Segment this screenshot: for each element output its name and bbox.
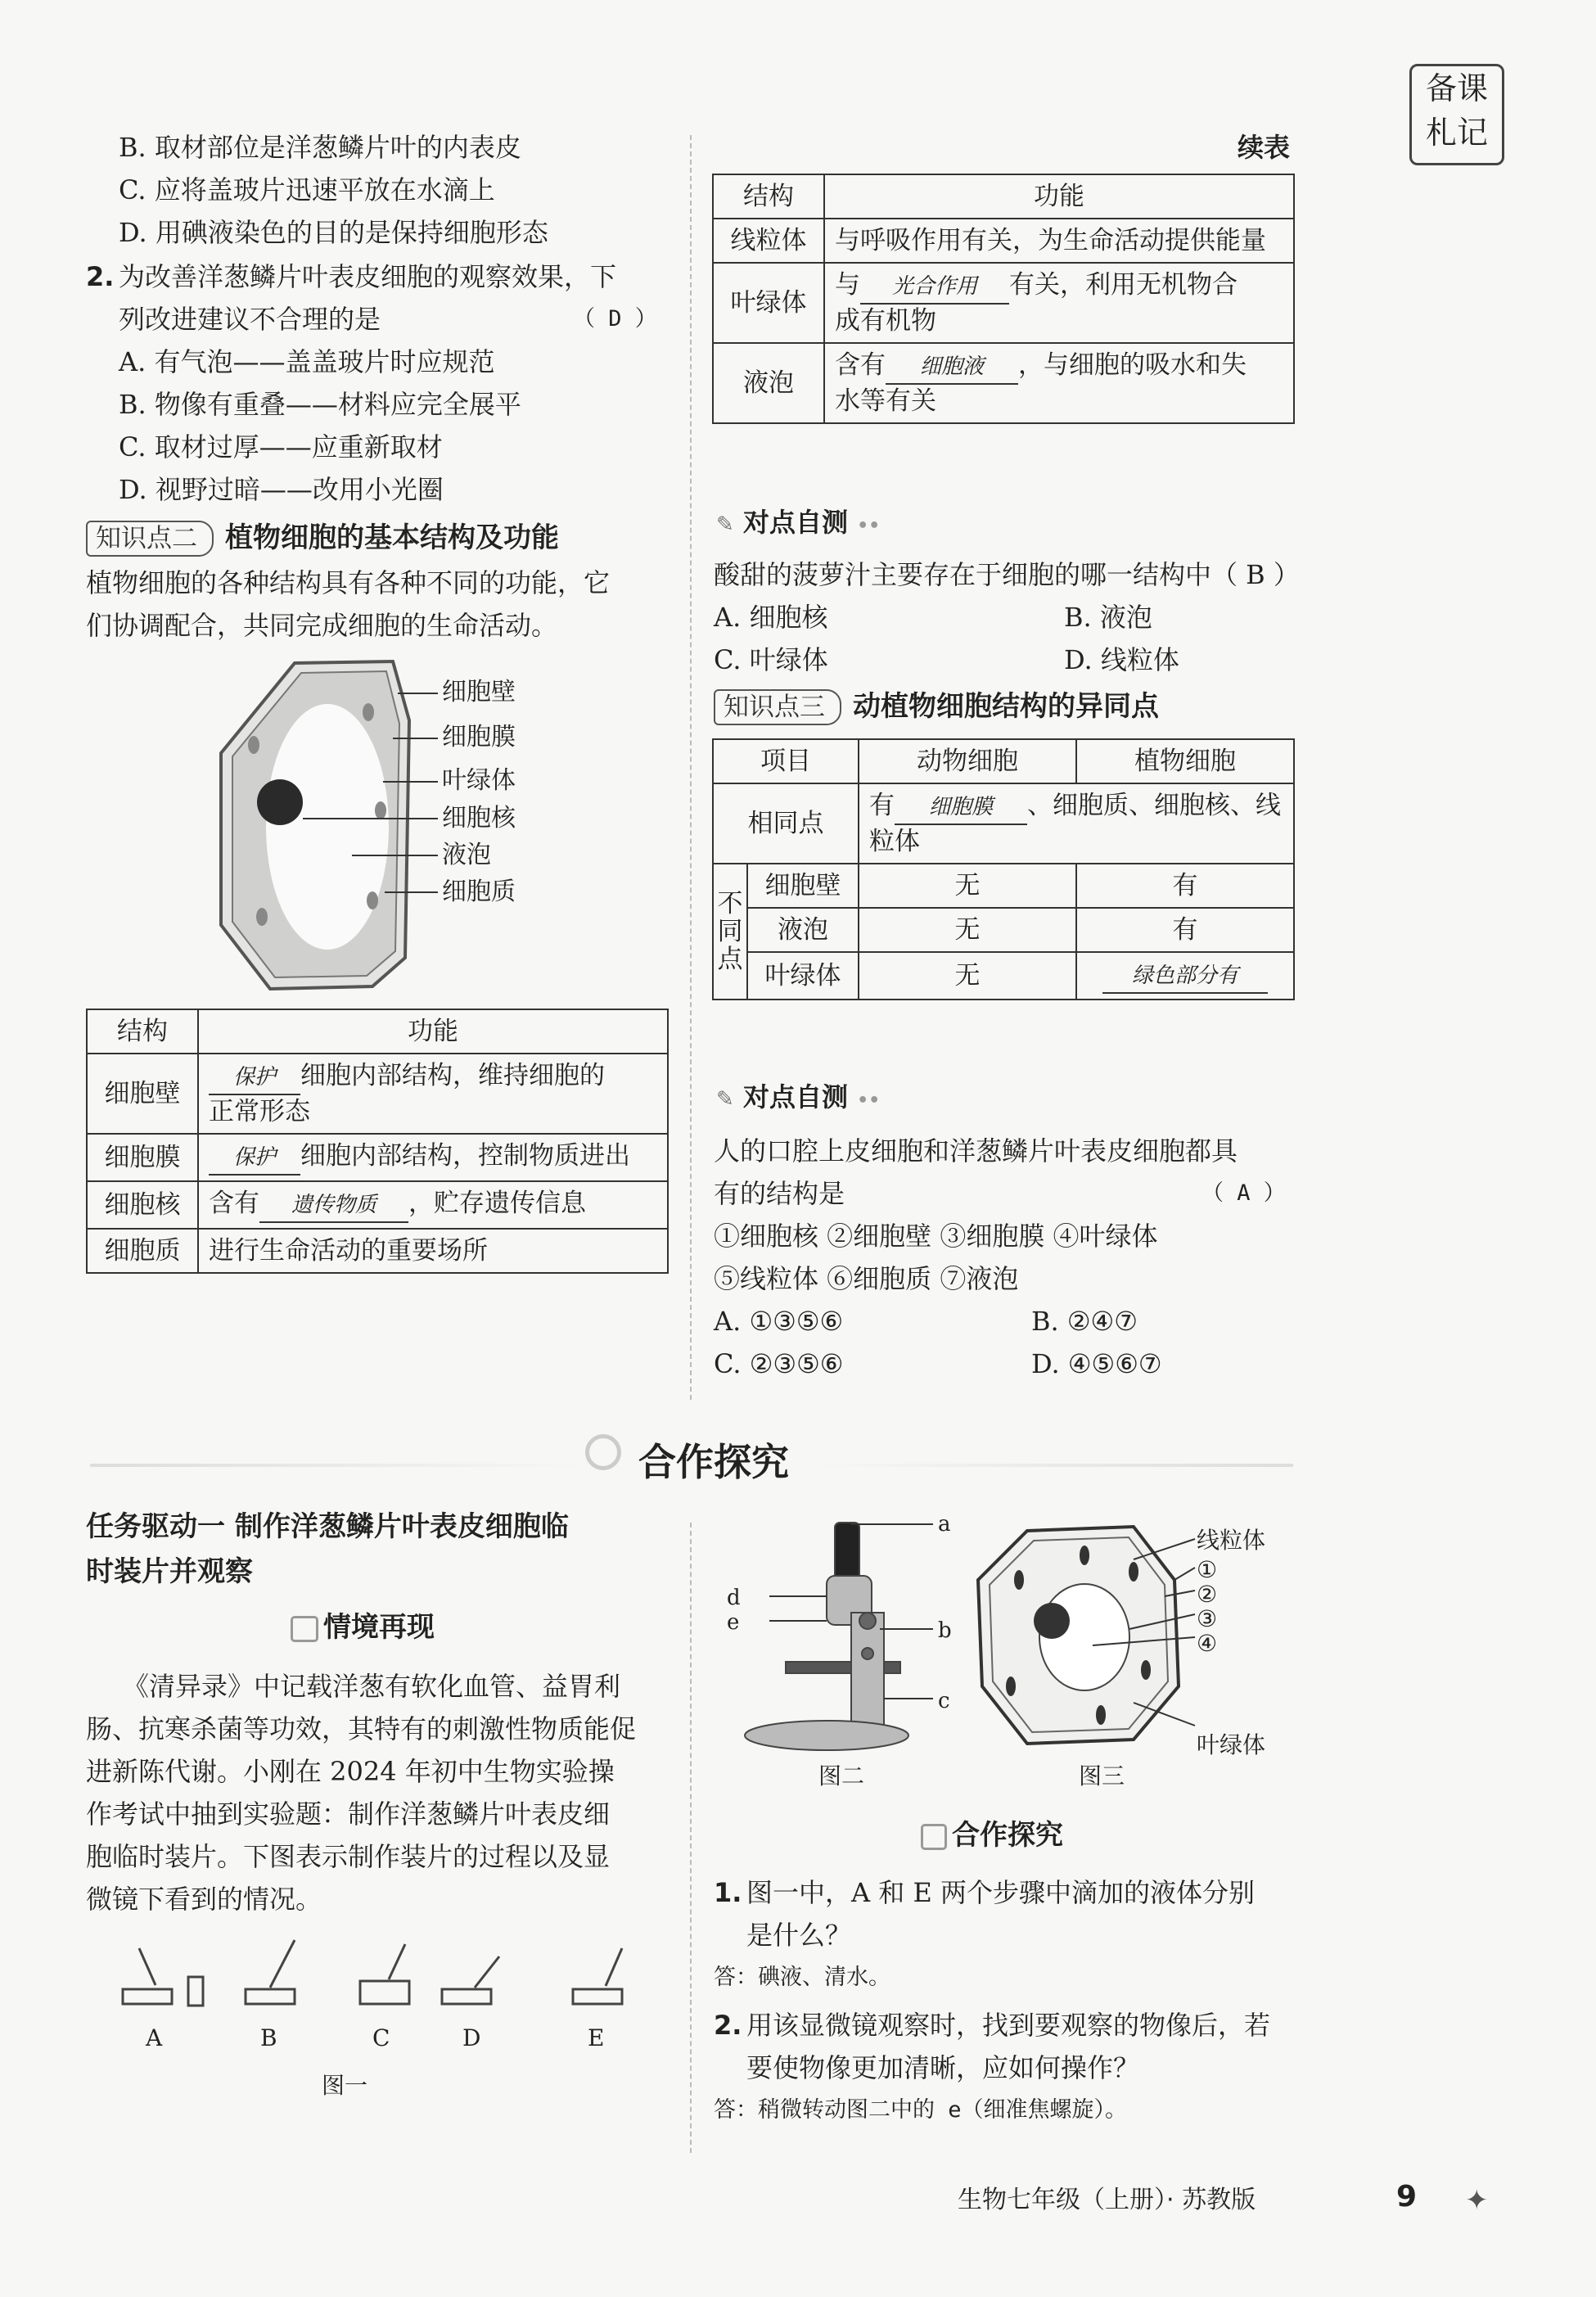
q1-option-d: D. 用碘液染色的目的是保持细胞形态 <box>119 217 548 248</box>
t3-diff-animal: 无 <box>859 908 1076 952</box>
label-cell-wall: 细胞壁 <box>442 678 516 706</box>
scene-para-1: 《清异录》中记载洋葱有软化血管、益胃利 <box>123 1671 621 1702</box>
fill-blank: 光合作用 <box>860 270 1009 305</box>
t1-cell-wall-function <box>198 1054 668 1134</box>
pencil-icon: ✎ <box>716 1087 734 1112</box>
selftest2-title-text: 对点自测 <box>742 1081 848 1112</box>
pencil-icon: ✎ <box>716 512 734 537</box>
coop-q2-line-2: 要使物像更加清晰，应如何操作？ <box>746 2052 1140 2083</box>
structure-function-table-2 <box>712 174 1295 424</box>
selftest1-option-c: C. 叶绿体 <box>714 644 828 675</box>
page-number: 9 <box>1396 2180 1418 2214</box>
t1-cytoplasm-function: 进行生命活动的重要场所 <box>198 1229 668 1273</box>
column-divider <box>690 135 692 1400</box>
t3-text: 有 <box>869 791 895 820</box>
scene-para-6: 微镜下看到的情况。 <box>86 1884 322 1915</box>
fill-blank: 保护 <box>209 1061 300 1095</box>
t1-nucleus: 细胞核 <box>87 1181 198 1229</box>
coop-q1-number: 1. <box>714 1877 742 1908</box>
dots-icon: •• <box>857 1090 881 1111</box>
t3-diff-animal: 无 <box>859 864 1076 908</box>
t1-cell-membrane-function <box>198 1134 668 1181</box>
label-chloroplast: 叶绿体 <box>442 766 516 795</box>
q1-option-b: B. 取材部位是洋葱鳞片叶的内表皮 <box>119 132 521 163</box>
t1-cell-membrane: 细胞膜 <box>87 1134 198 1181</box>
animal-plant-comparison-table <box>712 738 1295 1000</box>
coop-a2: 答：稍微转动图二中的 e（细准焦螺旋）。 <box>714 2097 1128 2123</box>
label-cytoplasm: 细胞质 <box>442 878 516 906</box>
t2-header-structure: 结构 <box>713 174 824 219</box>
footer-book-title: 生物七年级（上册）· 苏教版 <box>958 2186 1256 2214</box>
t2-text: 有关，利用无机物合 <box>1009 270 1238 300</box>
badge-line-2: 札记 <box>1425 115 1488 151</box>
selftest1-option-a: A. 细胞核 <box>714 602 828 633</box>
coop-title-text: 合作探究 <box>952 1819 1063 1852</box>
t3-header-plant: 植物细胞 <box>1076 739 1294 783</box>
figure2-caption: 图二 <box>818 1762 865 1789</box>
footer-arrow-icon: ✦ <box>1465 2184 1489 2217</box>
coop-q1-line-1: 图一中，A 和 E 两个步骤中滴加的液体分别 <box>746 1877 1255 1908</box>
t2-text: 与 <box>835 270 860 300</box>
t2-chloroplast: 叶绿体 <box>713 263 824 343</box>
t1-text: ，贮存遗传信息 <box>408 1189 586 1218</box>
task-title-1: 任务驱动一 制作洋葱鳞片叶表皮细胞临 <box>86 1510 569 1543</box>
selftest2-stem-1: 人的口腔上皮细胞和洋葱鳞片叶表皮细胞都具 <box>714 1135 1238 1167</box>
q2-option-b: B. 物像有重叠——材料应完全展平 <box>119 389 521 420</box>
table-row <box>713 952 1294 1000</box>
t2-vacuole-function <box>824 343 1294 423</box>
table-row <box>87 1181 668 1229</box>
micro-label-d: d <box>727 1586 741 1610</box>
selftest1-title <box>716 506 880 543</box>
figure3-plant-cell <box>970 1523 1199 1752</box>
t3-diff-plant <box>1076 952 1294 1000</box>
t2-header-function: 功能 <box>824 174 1294 219</box>
q2-option-c: C. 取材过厚——应重新取材 <box>119 431 443 463</box>
step-label-e: E <box>588 2024 605 2051</box>
t2-mitochondria-function: 与呼吸作用有关，为生命活动提供能量 <box>824 219 1294 263</box>
selftest2-items-1: ①细胞核 ②细胞壁 ③细胞膜 ④叶绿体 <box>714 1221 1158 1252</box>
selftest1-option-d: D. 线粒体 <box>1064 644 1179 675</box>
q2-stem-2: 列改进建议不合理的是 <box>119 304 381 335</box>
q2-answer: （ D ） <box>573 306 657 332</box>
cell-label-chloroplast: 叶绿体 <box>1197 1731 1266 1758</box>
structure-function-table-1 <box>86 1009 669 1274</box>
q2-option-d: D. 视野过暗——改用小光圈 <box>119 474 444 505</box>
kp2-text-2: 们协调配合，共同完成细胞的生命活动。 <box>86 610 558 641</box>
selftest2-option-d: D. ④⑤⑥⑦ <box>1031 1348 1162 1379</box>
nucleus-shape <box>257 779 303 825</box>
t3-same-content <box>859 783 1294 864</box>
t3-diff-animal: 无 <box>859 952 1076 1000</box>
coop-q2-number: 2. <box>714 2010 742 2041</box>
kp2-title: 植物细胞的基本结构及功能 <box>225 521 559 554</box>
selftest2-option-a: A. ①③⑤⑥ <box>714 1306 844 1337</box>
t3-diff-label-text: 不同点 <box>717 889 743 974</box>
table-row <box>87 1134 668 1181</box>
selftest1-option-b: B. 液泡 <box>1064 602 1152 633</box>
t3-text: 、细胞质、细胞核、线 <box>1027 791 1281 820</box>
t1-header-function: 功能 <box>198 1009 668 1054</box>
t1-text: 细胞内部结构，维持细胞的 <box>300 1061 605 1090</box>
selftest2-option-c: C. ②③⑤⑥ <box>714 1348 844 1379</box>
micro-label-e: e <box>727 1610 740 1635</box>
column-divider-lower <box>690 1523 692 2153</box>
t2-mitochondria: 线粒体 <box>713 219 824 263</box>
book-icon <box>921 1824 947 1850</box>
selftest1-title-text: 对点自测 <box>742 507 848 538</box>
kp3-header <box>714 689 1159 725</box>
cell-label-2: ② <box>1197 1581 1218 1608</box>
t3-text: 粒体 <box>869 827 920 856</box>
table-row <box>713 263 1294 343</box>
book-icon <box>291 1616 318 1642</box>
fill-blank: 细胞膜 <box>895 791 1027 825</box>
kp2-header <box>86 521 559 557</box>
badge-line-1: 备课 <box>1425 70 1488 106</box>
scene-para-4: 作考试中抽到实验题：制作洋葱鳞片叶表皮细 <box>86 1798 611 1830</box>
q2-option-a: A. 有气泡——盖盖玻片时应规范 <box>119 346 495 377</box>
cell-label-mitochondria: 线粒体 <box>1197 1527 1266 1554</box>
figure3-caption: 图三 <box>1079 1762 1125 1789</box>
table-row <box>87 1229 668 1273</box>
section-divider-right <box>818 1464 1293 1467</box>
kp3-title: 动植物细胞结构的异同点 <box>853 690 1159 723</box>
label-cell-membrane: 细胞膜 <box>442 723 516 751</box>
scene-para-2: 肠、抗寒杀菌等功效，其特有的刺激性物质能促 <box>86 1713 637 1744</box>
t3-diff-name: 叶绿体 <box>747 952 859 1000</box>
coop-title <box>921 1819 1063 1852</box>
t1-cytoplasm: 细胞质 <box>87 1229 198 1273</box>
table-row <box>713 343 1294 423</box>
kp3-tag: 知识点三 <box>714 689 841 725</box>
t3-header-animal: 动物细胞 <box>859 739 1076 783</box>
kp2-text-1: 植物细胞的各种结构具有各种不同的功能，它 <box>86 567 611 598</box>
fill-blank: 保护 <box>209 1141 300 1176</box>
q2-number: 2. <box>86 261 115 292</box>
table-row <box>713 783 1294 864</box>
coop-q2-line-1: 用该显微镜观察时，找到要观察的物像后，若 <box>746 2010 1271 2041</box>
t1-cell-wall: 细胞壁 <box>87 1054 198 1134</box>
selftest2-option-b: B. ②④⑦ <box>1031 1306 1138 1337</box>
step-label-c: C <box>372 2024 390 2051</box>
selftest2-title <box>716 1081 880 1117</box>
section-divider-left <box>90 1464 581 1467</box>
t3-same-label: 相同点 <box>713 783 859 864</box>
cell-label-4: ④ <box>1197 1630 1218 1657</box>
t1-text: 细胞内部结构，控制物质进出 <box>300 1141 630 1171</box>
cell-label-1: ① <box>1197 1556 1218 1583</box>
t3-diff-name: 液泡 <box>747 908 859 952</box>
t2-text: 含有 <box>835 350 886 380</box>
t2-chloroplast-function <box>824 263 1294 343</box>
fill-blank: 细胞液 <box>886 350 1018 385</box>
micro-label-a: a <box>938 1512 951 1537</box>
figure1-steps <box>90 1932 679 2022</box>
micro-label-b: b <box>938 1618 952 1643</box>
scene-para-5: 胞临时装片。下图表示制作装片的过程以及显 <box>86 1841 611 1872</box>
coop-q1-line-2: 是什么？ <box>746 1920 852 1951</box>
q1-option-c: C. 应将盖玻片迅速平放在水滴上 <box>119 174 495 205</box>
step-label-a: A <box>146 2024 163 2051</box>
step-label-d: D <box>462 2024 481 2051</box>
fill-blank: 绿色部分有 <box>1102 959 1268 994</box>
t3-diff-plant: 有 <box>1076 908 1294 952</box>
plant-cell-diagram <box>205 655 573 999</box>
t1-text: 正常形态 <box>209 1097 310 1126</box>
label-nucleus: 细胞核 <box>442 804 516 833</box>
cell-label-3: ③ <box>1197 1605 1218 1632</box>
t2-text: 水等有关 <box>835 386 936 416</box>
t2-vacuole: 液泡 <box>713 343 824 423</box>
fill-blank: 遗传物质 <box>259 1189 408 1223</box>
t1-text: 含有 <box>209 1189 259 1218</box>
scene-title-text: 情境再现 <box>323 1611 435 1644</box>
table-row <box>713 908 1294 952</box>
q2-stem-1: 为改善洋葱鳞片叶表皮细胞的观察效果，下 <box>119 261 617 292</box>
t3-diff-name: 细胞壁 <box>747 864 859 908</box>
t3-diff-label <box>713 864 747 1000</box>
selftest2-items-2: ⑤线粒体 ⑥细胞质 ⑦液泡 <box>714 1263 1019 1294</box>
dots-icon: •• <box>857 516 881 536</box>
corner-badge <box>1409 64 1504 165</box>
t3-header-item: 项目 <box>713 739 859 783</box>
task-title-2: 时装片并观察 <box>86 1555 253 1588</box>
section-title: 合作探究 <box>638 1440 789 1484</box>
label-vacuole: 液泡 <box>442 841 491 869</box>
figure1-caption: 图一 <box>322 2072 368 2099</box>
scene-title <box>291 1611 435 1644</box>
micro-label-c: c <box>938 1689 950 1713</box>
selftest2-stem-2: 有的结构是 <box>714 1178 845 1209</box>
t2-text: ，与细胞的吸水和失 <box>1018 350 1247 380</box>
step-label-b: B <box>260 2024 277 2051</box>
scene-para-3: 进新陈代谢。小刚在 2024 年初中生物实验操 <box>86 1756 615 1787</box>
t3-diff-plant: 有 <box>1076 864 1294 908</box>
magnifier-icon <box>585 1434 621 1470</box>
t1-header-structure: 结构 <box>87 1009 198 1054</box>
coop-a1: 答：碘液、清水。 <box>714 1965 890 1990</box>
selftest1-question: 酸甜的菠萝汁主要存在于细胞的哪一结构中（ B ） <box>714 559 1300 590</box>
selftest2-answer: （ A ） <box>1202 1180 1286 1206</box>
table-row <box>87 1054 668 1134</box>
table-row <box>713 864 1294 908</box>
table-row <box>713 219 1294 263</box>
continued-label: 续表 <box>1238 132 1291 163</box>
kp2-tag: 知识点二 <box>86 521 214 557</box>
t2-text: 成有机物 <box>835 306 936 336</box>
t1-nucleus-function <box>198 1181 668 1229</box>
